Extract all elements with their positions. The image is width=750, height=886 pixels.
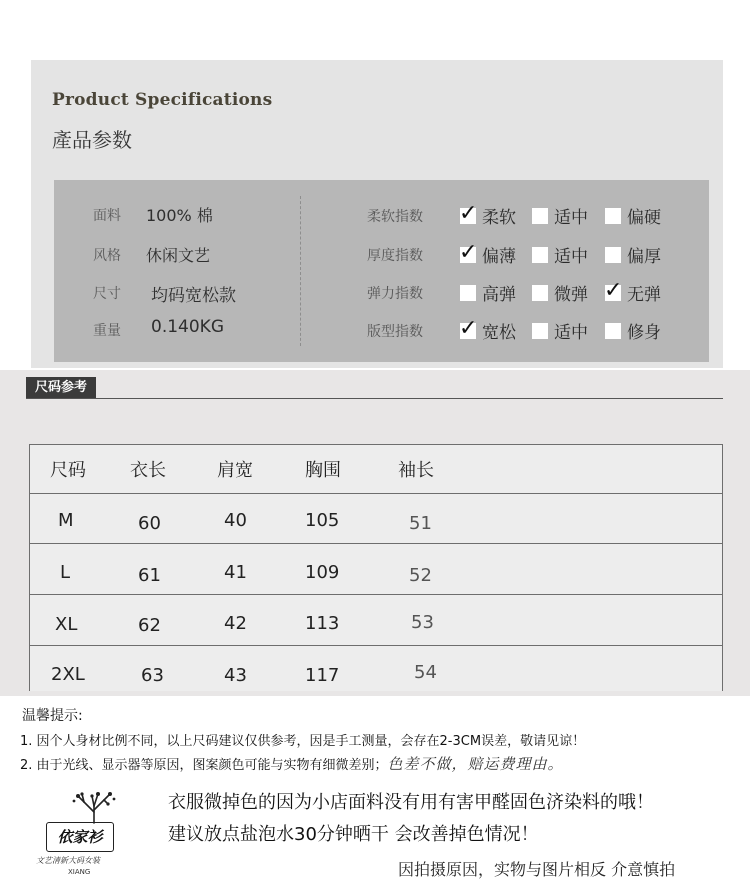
- note-line-2-handwritten: 色差不做，赔运费理由。: [387, 755, 564, 773]
- table-cell: L: [60, 562, 71, 583]
- table-cell: 53: [411, 612, 434, 633]
- option-label: 无弹: [627, 285, 661, 305]
- table-row-divider: [29, 594, 722, 595]
- option-elasticity-slight: [532, 280, 588, 305]
- header-sleeve: 袖长: [398, 460, 434, 481]
- option-label: 修身: [627, 323, 661, 343]
- option-label: 适中: [554, 247, 588, 267]
- size-reference-tag: 尺码参考: [26, 377, 96, 399]
- checkbox-checked-icon: [605, 285, 621, 301]
- option-thickness-thick: [605, 242, 661, 267]
- header-shoulder: 肩宽: [217, 460, 253, 481]
- table-cell: 2XL: [51, 664, 85, 685]
- attr-value-material: 100% 棉: [146, 206, 213, 225]
- option-label: 适中: [554, 323, 588, 343]
- table-cell: 41: [224, 562, 247, 583]
- table-cell: 63: [141, 665, 164, 686]
- option-thickness-medium: [532, 242, 588, 267]
- checkbox-checked-icon: [460, 323, 476, 339]
- table-row-divider: [29, 645, 722, 646]
- table-cell: 117: [305, 665, 340, 686]
- table-cell: 42: [224, 613, 247, 634]
- attr-value-weight: 0.140KG: [151, 317, 224, 337]
- note-line-1: 1. 因个人身材比例不同，以上尺码建议仅供参考，因是手工测量，会存在2-3CM误差，敬请见谅！: [20, 734, 586, 749]
- table-cell: 43: [224, 665, 247, 686]
- attr-label-style: 风格: [93, 248, 121, 264]
- attr-label-material: 面料: [93, 208, 121, 224]
- option-fit-medium: [532, 318, 588, 343]
- table-cell: 113: [305, 613, 340, 634]
- table-cell: 52: [409, 565, 432, 586]
- note-line-2-main: 2. 由于光线、显示器等原因，图案颜色可能与实物有细微差别；: [20, 758, 388, 773]
- option-softness-medium: [532, 203, 588, 228]
- header-chest: 胸围: [305, 460, 341, 481]
- tree-logo-icon: [70, 790, 118, 824]
- logo-tagline: 文艺清新大码女装: [36, 856, 100, 865]
- logo-stamp: 依家衫: [46, 822, 114, 852]
- index-label-elasticity: 弹力指数: [367, 286, 423, 302]
- option-label: 适中: [554, 208, 588, 228]
- attr-value-style: 休闲文艺: [146, 246, 211, 265]
- spec-title-cn: 產品参数: [52, 128, 132, 152]
- header-length: 衣长: [130, 460, 166, 481]
- checkbox-empty-icon: [532, 208, 548, 224]
- checkbox-empty-icon: [532, 247, 548, 263]
- size-underline: [26, 398, 723, 399]
- note-line-2: [20, 753, 564, 774]
- table-cell: 60: [138, 513, 161, 534]
- spec-title-en: Product Specifications: [52, 90, 273, 110]
- checkbox-empty-icon: [460, 285, 476, 301]
- table-cell: 40: [224, 510, 247, 531]
- index-label-thickness: 厚度指数: [367, 248, 423, 264]
- option-elasticity-high: [460, 280, 516, 305]
- table-row-divider: [29, 543, 722, 544]
- notes-title: 温馨提示:: [22, 708, 83, 724]
- checkbox-empty-icon: [605, 247, 621, 263]
- checkbox-empty-icon: [605, 323, 621, 339]
- option-elasticity-none: [605, 280, 661, 305]
- option-label: 微弹: [554, 285, 588, 305]
- attr-value-size: 均码宽松款: [151, 286, 236, 306]
- attr-label-weight: 重量: [93, 323, 121, 339]
- table-row-divider: [29, 493, 722, 494]
- table-cell: 105: [305, 510, 340, 531]
- option-softness-soft: [460, 203, 516, 228]
- message-suggestion: 建议放点盐泡水30分钟晒干 会改善掉色情况！: [168, 824, 539, 845]
- option-label: 偏厚: [627, 247, 661, 267]
- message-fading: 衣服微掉色的因为小店面料没有用有害甲醛固色济染料的哦！: [168, 792, 654, 813]
- index-label-softness: 柔软指数: [367, 209, 423, 225]
- option-thickness-thin: [460, 242, 516, 267]
- header-size: 尺码: [50, 460, 86, 481]
- table-cell: M: [58, 510, 74, 531]
- table-cell: XL: [55, 614, 78, 635]
- logo-subtext: XIANG: [68, 868, 91, 876]
- checkbox-checked-icon: [460, 208, 476, 224]
- table-cell: 61: [138, 565, 161, 586]
- checkbox-checked-icon: [460, 247, 476, 263]
- checkbox-empty-icon: [532, 323, 548, 339]
- checkbox-empty-icon: [605, 208, 621, 224]
- option-label: 柔软: [482, 208, 516, 228]
- index-label-fit: 版型指数: [367, 324, 423, 340]
- option-fit-slim: [605, 318, 661, 343]
- option-label: 偏硬: [627, 208, 661, 228]
- message-photo-notice: 因拍摄原因，实物与图片相反 介意慎拍: [398, 860, 676, 879]
- attr-label-size: 尺寸: [93, 286, 121, 302]
- spec-divider: [300, 196, 301, 346]
- table-cell: 109: [305, 562, 340, 583]
- option-label: 偏薄: [482, 247, 516, 267]
- option-softness-hard: [605, 203, 661, 228]
- table-cell: 54: [414, 662, 437, 683]
- option-label: 高弹: [482, 285, 516, 305]
- option-fit-loose: [460, 318, 516, 343]
- checkbox-empty-icon: [532, 285, 548, 301]
- table-cell: 51: [409, 513, 432, 534]
- option-label: 宽松: [482, 323, 516, 343]
- table-cell: 62: [138, 615, 161, 636]
